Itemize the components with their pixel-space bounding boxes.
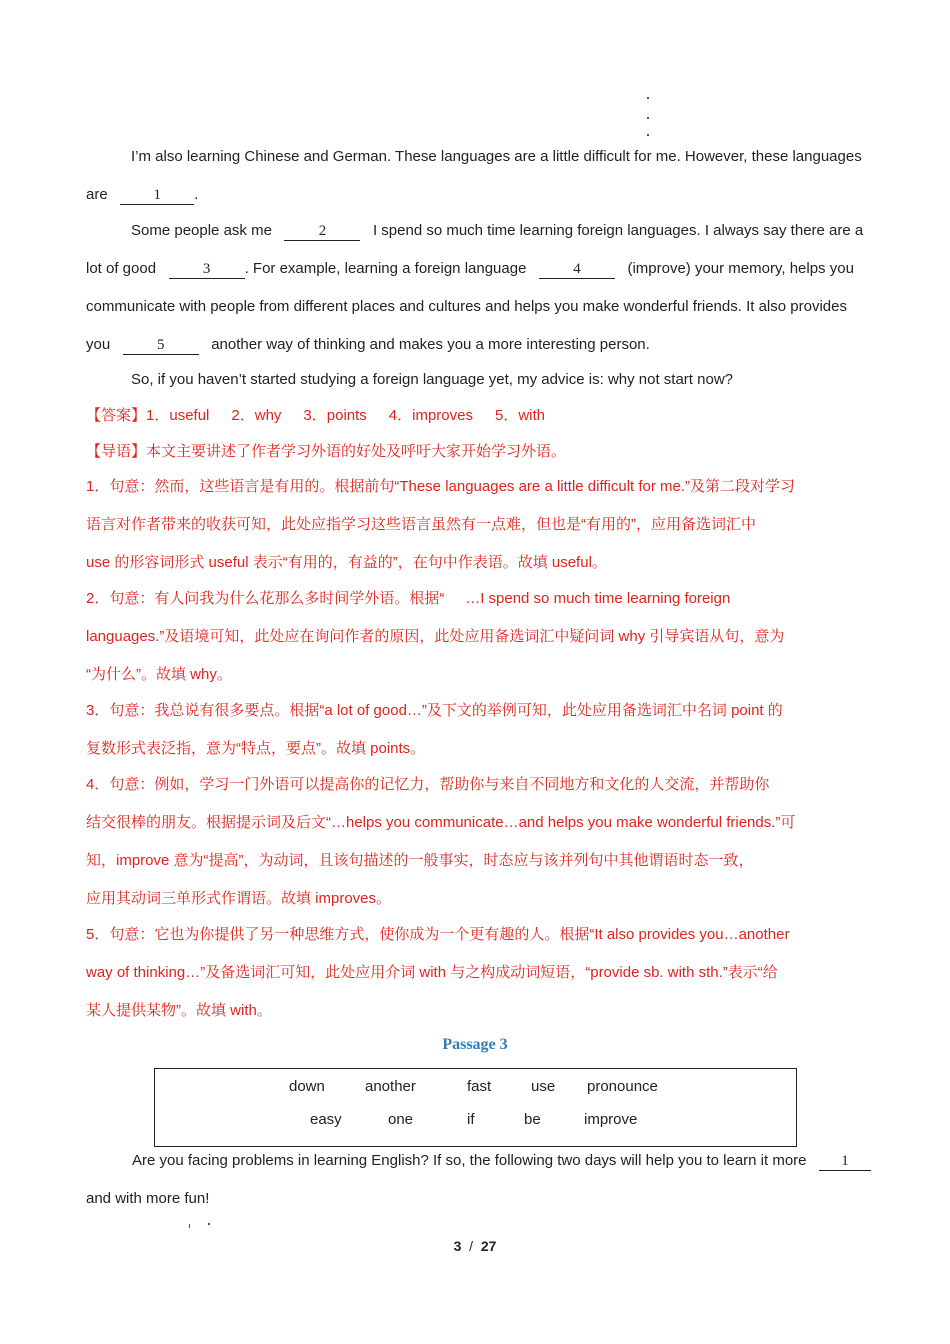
passage-line: you 5 another way of thinking and makes you a more interesting person. <box>86 336 650 353</box>
explanation-line: 1．句意：然而，这些语言是有用的。根据前句“These languages are a little difficult for me.”及第二段对学习 <box>86 478 796 495</box>
passage-paragraph: I’m also learning Chinese and German. These languages are a little difficult for me. However, these languages <box>131 148 862 165</box>
answer-item: 2．why <box>231 407 282 424</box>
word-bank-item: be <box>524 1111 541 1128</box>
explanation-line: 复数形式表泛指，意为“特点，要点”。故填 points。 <box>86 740 426 757</box>
word-bank <box>154 1068 797 1147</box>
word-bank-item: down <box>289 1078 325 1095</box>
explanation-line: way of thinking…”及备选词汇可知，此处应用介词 with 与之构成动词短语，“provide sb. with sth.”表示“给 <box>86 964 778 981</box>
explanation-line: 语言对作者带来的收获可知，此处应指学习这些语言虽然有一点难，但也是“有用的”，应用备选词汇中 <box>86 516 756 533</box>
passage-title: Passage 3 <box>442 1036 508 1053</box>
answer-item: 1．useful <box>146 407 210 424</box>
explanation-line: 结交很棒的朋友。根据提示词及后文“…helps you communicate…and helps you make wonderful friends.”可 <box>86 814 796 831</box>
word-bank-item: one <box>388 1111 414 1128</box>
passage-line: communicate with people from different places and cultures and helps you make wonderful friends. It also provides <box>86 298 847 315</box>
explanation-line: languages.”及语境可知，此处应在询问作者的原因，此处应用备选词汇中疑问词 why 引导宾语从句，意为 <box>86 628 785 645</box>
answer-blank-3[interactable]: 3 <box>169 261 245 279</box>
answer-blank-5[interactable]: 5 <box>123 337 199 355</box>
scan-mark <box>189 1224 190 1228</box>
word-bank-item: improve <box>584 1111 638 1128</box>
scan-mark <box>208 1223 210 1225</box>
answer-blank-2[interactable]: 2 <box>284 223 360 241</box>
page-number: 3 / 27 <box>453 1238 497 1254</box>
answer-item: 3．points <box>303 407 367 424</box>
explanation-line: 2．句意：有人问我为什么花那么多时间学外语。根据“ …I spend so much time learning foreign <box>86 590 731 607</box>
answer-key <box>86 406 866 426</box>
scan-mark <box>647 117 649 119</box>
answer-blank-1[interactable]: 1 <box>120 187 194 205</box>
word-bank-item: fast <box>467 1078 492 1095</box>
word-bank-item: easy <box>310 1111 342 1128</box>
explanation-line: “为什么”。故填 why。 <box>86 666 232 683</box>
passage-line: lot of good 3 . For example, learning a foreign language 4 (improve) your memory, helps you <box>86 260 854 277</box>
scan-mark <box>647 97 649 99</box>
passage-line: Are you facing problems in learning English? If so, the following two days will help you to learn it more 1 <box>132 1151 867 1171</box>
explanation-line: 某人提供某物”。故填 with。 <box>86 1002 272 1019</box>
explanation-line: 知，improve 意为“提高”，为动词，且该句描述的一般事实，时态应与该并列句中其他谓语时态一致， <box>86 852 754 869</box>
explanation-line: use 的形容词形式 useful 表示“有用的，有益的”，在句中作表语。故填 useful。 <box>86 554 607 571</box>
word-bank-item: if <box>467 1111 475 1128</box>
passage-line: and with more fun! <box>86 1190 210 1207</box>
explanation-line: 应用其动词三单形式作谓语。故填 improves。 <box>86 890 392 907</box>
answer-item: 5．with <box>495 407 546 424</box>
guide-text: 【导语】本文主要讲述了作者学习外语的好处及呼吁大家开始学习外语。 <box>86 443 567 460</box>
answer-blank-4[interactable]: 4 <box>539 261 615 279</box>
scan-mark <box>647 134 649 136</box>
word-bank-item: pronounce <box>587 1078 658 1095</box>
answer-blank-p3-1[interactable]: 1 <box>819 1153 871 1171</box>
word-bank-item: use <box>531 1078 556 1095</box>
explanation-line: 5．句意：它也为你提供了另一种思维方式，使你成为一个更有趣的人。根据“It also provides you…another <box>86 926 790 943</box>
passage-line: Some people ask me 2 I spend so much time learning foreign languages. I always say there are a <box>131 222 864 239</box>
answer-label: 【答案】 <box>86 407 147 424</box>
passage-paragraph: So, if you haven’t started studying a foreign language yet, my advice is: why not start now? <box>131 371 733 388</box>
explanation-line: 3．句意：我总说有很多要点。根据“a lot of good…”及下文的举例可知，此处应用备选词汇中名词 point 的 <box>86 702 783 719</box>
passage-line: are 1 . <box>86 186 199 203</box>
explanation-line: 4．句意：例如，学习一门外语可以提高你的记忆力，帮助你与来自不同地方和文化的人交流，并帮助你 <box>86 776 770 793</box>
answer-item: 4．improves <box>388 407 473 424</box>
word-bank-item: another <box>365 1078 416 1095</box>
